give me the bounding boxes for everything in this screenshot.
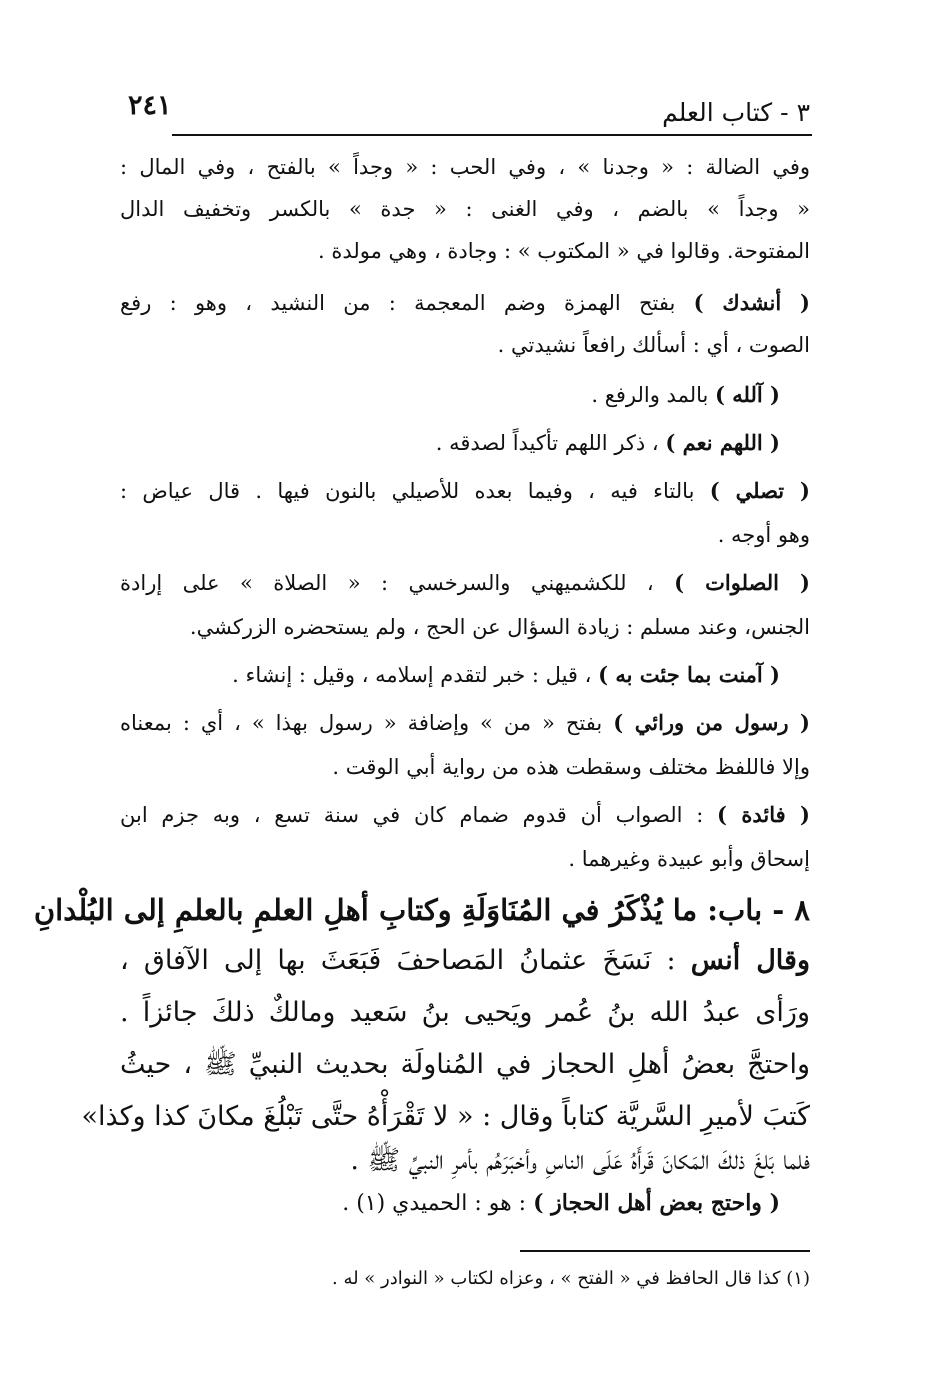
glossary-term: ( الصلوات ) bbox=[674, 570, 810, 595]
gloss-text: ، ذكر اللهم تأكيداً لصدقه . bbox=[435, 431, 666, 455]
text-line bbox=[120, 708, 810, 738]
chapter-title: ٣ - كتاب العلم bbox=[662, 98, 810, 127]
text-line bbox=[120, 476, 810, 506]
hadith-line: فلما بَلغَ ذلكَ المَكانَ قَرأَهُ عَلَى الناسِ وأخبَرَهُم بأمرِ النبيِّ ﷺ . bbox=[350, 1145, 810, 1176]
text-line bbox=[90, 660, 780, 690]
text-line bbox=[120, 568, 810, 598]
glossary-term: ( آمنت بما جئت به ) bbox=[598, 662, 780, 687]
text-line bbox=[90, 380, 780, 410]
hadith-line bbox=[120, 942, 810, 980]
gloss-text: ، للكشميهني والسرخسي : « الصلاة » على إرادة bbox=[120, 571, 675, 595]
gloss-text: بفتح الهمزة وضم المعجمة : من النشيد ، وهو : رفع bbox=[120, 291, 694, 315]
text-line: الصوت ، أي : أسألك رافعاً نشيدتي . bbox=[497, 333, 810, 357]
hadith-text: : نَسَخَ عثمانُ المَصاحفَ فَبَعَثَ بها إلى الآفاق ، bbox=[120, 945, 691, 976]
text-line: وهو أوجه . bbox=[717, 523, 810, 547]
text-line bbox=[120, 800, 810, 830]
glossary-term: ( تصلي ) bbox=[709, 478, 810, 503]
footnote-divider bbox=[520, 1250, 810, 1252]
gloss-text: : الصواب أن قدوم ضمام كان في سنة تسع ، وبه جزم ابن bbox=[120, 803, 718, 827]
section-heading: ٨ - باب: ما يُذْكَرُ في المُنَاوَلَةِ وكتابِ أهلِ العلمِ بالعلمِ إلى البُلْدانِ bbox=[33, 893, 810, 927]
text-line: المفتوحة. وقالوا في « المكتوب » : وجادة ، وهي مولدة . bbox=[318, 239, 810, 263]
hadith-line: واحتجَّ بعضُ أهلِ الحجاز في المُناولَة بحديث النبيِّ ﷺ ، حيثُ bbox=[120, 1049, 810, 1080]
gloss-text: بفتح « من » وإضافة « رسول بهذا » ، أي : بمعناه bbox=[120, 711, 614, 735]
glossary-term: ( رسول من ورائي ) bbox=[613, 710, 810, 735]
text-line bbox=[90, 428, 780, 458]
text-line: الجنس، وعند مسلم : زيادة السؤال عن الحج ، ولم يستحضره الزركشي. bbox=[189, 615, 810, 639]
hadith-line: ورَأى عبدُ الله بنُ عُمر ويَحيى بنُ سَعيد ومالكٌ ذلكَ جائزاً . bbox=[120, 997, 810, 1028]
text-line: وفي الضالة : « وجدنا » ، وفي الحب : « وجداً » بالفتح ، وفي المال : bbox=[120, 155, 810, 179]
gloss-text: ، قيل : خبر لتقدم إسلامه ، وقيل : إنشاء . bbox=[232, 663, 599, 687]
header-divider bbox=[172, 134, 812, 136]
text-line bbox=[120, 288, 810, 318]
glossary-term: ( فائدة ) bbox=[717, 802, 810, 827]
text-line: وإلا فاللفظ مختلف وسقطت هذه من رواية أبي الوقت . bbox=[332, 755, 810, 779]
gloss-text: بالمد والرفع . bbox=[591, 383, 716, 407]
page-number: ٢٤١ bbox=[128, 90, 172, 121]
footnote: (١) كذا قال الحافظ في « الفتح » ، وعزاه لكتاب « النوادر » له . bbox=[332, 1268, 810, 1289]
hadith-line bbox=[90, 1184, 780, 1223]
gloss-text: : هو : الحميدي (١) . bbox=[342, 1191, 534, 1216]
glossary-term: ( واحتج بعض أهل الحجاز ) bbox=[533, 1190, 780, 1216]
glossary-term: ( اللهم نعم ) bbox=[665, 430, 780, 455]
glossary-term: ( آلله ) bbox=[715, 382, 780, 407]
gloss-text: بالتاء فيه ، وفيما بعده للأصيلي بالنون فيها . قال عياض : bbox=[120, 479, 710, 503]
hadith-line: كَتبَ لأميرِ السَّريَّة كتاباً وقال : « لا تَقْرَأْهُ حتَّى تَبْلُغَ مكانَ كذا وكذا» bbox=[81, 1101, 810, 1132]
narrator-name: وقال أنس bbox=[690, 945, 810, 976]
text-line: إسحاق وأبو عبيدة وغيرهما . bbox=[568, 847, 810, 871]
glossary-term: ( أنشدك ) bbox=[693, 290, 810, 315]
text-line: « وجداً » بالضم ، وفي الغنى : « جدة » بالكسر وتخفيف الدال bbox=[120, 197, 810, 221]
